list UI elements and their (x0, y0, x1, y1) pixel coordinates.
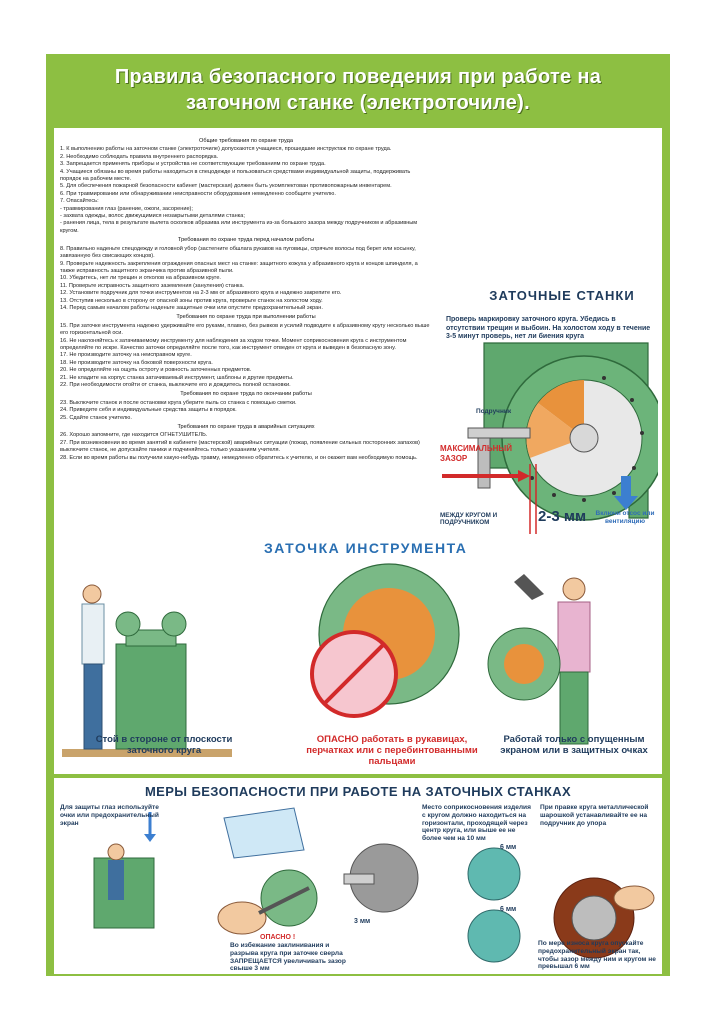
rule-item: 5. Для обеспечения пожарной безопасности кабинет (мастерская) должен быть укомплектован противопожарным инвентарем. (60, 183, 392, 190)
rule-item: 3. Запрещается применять приборы и устройства не соответствующие требованиям по охране труда. (60, 161, 326, 168)
rule-item: 26. Хорошо запомните, где находится ОГНЕТУШИТЕЛЬ. (60, 432, 208, 439)
ventilation-label: Включи отсос или вентиляцию (595, 510, 655, 525)
poster-frame (46, 54, 670, 976)
between-label: МЕЖДУ КРУГОМ И ПОДРУЧНИКОМ (440, 512, 498, 527)
caption-screen-glasses: Работай только с опущенным экраном или в защитных очках (500, 734, 648, 756)
rule-item: 8. Правильно наденьте спецодежду и головной убор (застегните обшлага рукавов на пуговицы, спрячьте волосы под берет или косынку, завязанную без свисающих концов). (60, 245, 416, 260)
gap-value: 2-3 мм (538, 508, 587, 525)
label-6mm-bottom: 6 мм (500, 906, 517, 913)
danger-text: работать в рукавицах, перчатках или с перебинтованными пальцами (306, 734, 478, 767)
danger-label: ОПАСНО ! (260, 934, 296, 941)
poster-title: Правила безопасного поведения при работе на заточном станке (электроточиле). (114, 66, 602, 114)
sharpening-panel (54, 534, 662, 774)
rule-item: 2. Необходимо соблюдать правила внутреннего распорядка. (60, 153, 219, 160)
rule-item: - захвата одежды, волос движущимися незакрытыми деталями станка; (60, 213, 245, 220)
note-screen-gap: По мере износа круга опускайте предохранительный экран так, чтобы зазор между ним и кругом не превышал 6 мм (538, 940, 656, 971)
measures-title: МЕРЫ БЕЗОПАСНОСТИ ПРИ РАБОТЕ НА ЗАТОЧНЫХ СТАНКАХ (144, 784, 572, 799)
rule-item: 28. Если во время работы вы получили какую-нибудь травму, немедленно обратитесь к учителю, и он окажет вам необходимую помощь. (60, 454, 418, 461)
rule-item: 23. Выключите станок и после остановки круга уберите пыль со станка с помощью сметки. (60, 399, 297, 406)
poster-header (46, 54, 670, 126)
tool-rest-label: Подручник (476, 408, 512, 415)
caption-stand-aside: Стой в стороне от плоскости заточного круга (95, 734, 233, 756)
rule-item: 13. Отступив несколько в сторону от опасной зоны против круга, проверьте станок на холостом ходу. (60, 297, 323, 304)
rule-item: 11. Проверьте исправность защитного заземления (зануления) станка. (60, 282, 245, 289)
caption-danger-gloves (292, 734, 492, 767)
label-3mm: 3 мм (354, 918, 371, 925)
rules-section-heading: Общие требования по охране труда (199, 138, 293, 144)
rule-item: 4. Учащиеся обязаны во время работы находиться в спецодежде и пользоваться средствами индивидуальной защиты, поддерживать порядок на рабочем месте. (60, 168, 411, 183)
sharpening-title: ЗАТОЧКА ИНСТРУМЕНТА (264, 540, 468, 556)
rules-section-heading: Требования по охране труда по окончании работы (180, 391, 312, 398)
rules-panel (54, 128, 662, 584)
grinder-diagram (434, 138, 658, 578)
rules-section-heading: Требования по охране труда перед началом работы (177, 237, 315, 244)
rule-item: 12. Установите подручник для точки инструментов на 2-3 мм от абразивного круга и надежно закрепите его. (60, 290, 342, 297)
max-gap-label: МАКСИМАЛЬНЫЙ ЗАЗОР (440, 444, 513, 463)
rule-item: 18. Не производите заточку на боковой поверхности круга. (60, 359, 213, 366)
rule-item: 9. Проверьте надежность закрепления ограждения опасных мест на станке: защитного кожуха у абразивного круга и концов шпинделя, а также исправность защитного экранчика против абразивной пыли. (60, 260, 418, 274)
note-eye-protection: Для защиты глаз используйте очки или предохранительный экран (60, 804, 159, 827)
label-6mm-top: 6 мм (500, 844, 517, 851)
note-wheel-dressing: При правке круга металлической шарошкой устанавливайте ее на подручник до упора (540, 804, 649, 827)
rule-item: 22. При необходимости отойти от станка, выключите его и дождитесь полной остановки. (60, 382, 291, 388)
safety-rules-list (60, 136, 432, 576)
grinder-note: Проверь маркировку заточного круга. Убедись в отсутствии трещин и выбоин. На холостом ходу в течение 3-5 минут проверь, нет ли биения круга (446, 316, 651, 341)
rule-item: 21. Не кладите на корпус станка затачиваемый инструмент, шаблоны и другие предметы. (60, 374, 294, 381)
rule-item: 27. При возникновении во время занятий в кабинете (мастерской) аварийных ситуации (пожар, появление сильных посторонних запахов) выключите станок, не допускайте паники и подчиняйтесь только указаниям учителя. (60, 439, 420, 454)
rule-item: 16. Не наклоняйтесь к затачиваемому инструменту для наблюдения за ходом точки. Момент соприкосновения круга с инструментом определяйте по искре. Качество заточки определяйте после того, как инструмент отведен от круга и выведен в безопасную зону. (60, 337, 407, 351)
rules-section-heading: Требования по охране труда при выполнении работы (176, 314, 316, 321)
measures-panel (54, 778, 662, 974)
rule-item: - травмирования глаз (ранение, ожоги, засорение); (60, 205, 193, 212)
rule-item: 25. Сдайте станок учителю. (60, 414, 132, 421)
rules-section-heading: Требования по охране труда в аварийных ситуациях (177, 424, 315, 431)
rule-item: 15. При заточке инструмента надежно удерживайте его руками, плавно, без рывков и усилий подводите к абразивному кругу несколько выше его горизонтальной оси. (60, 322, 430, 337)
grinder-title: ЗАТОЧНЫЕ СТАНКИ (489, 288, 635, 303)
rule-item: 14. Перед самым началом работы наденьте защитные очки или опустите предохранительный экран. (60, 304, 323, 311)
rule-item: 20. Не определяйте на ощупь остроту и ровность заточенных предметов. (60, 367, 252, 374)
rule-item: 10. Убедитесь, нет ли трещин и отколов на абразивном круге. (60, 275, 221, 282)
note-drill-gap: Во избежание заклинивания и разрыва круга при заточке сверла ЗАПРЕЩАЕТСЯ увеличивать зазор свыше 3 мм (230, 942, 346, 973)
rule-item: 7. Опасайтесь: (60, 198, 99, 205)
rule-item: 24. Приведите себя и индивидуальные средства защиты в порядок. (60, 407, 237, 414)
note-contact-point: Место соприкосновения изделия с кругом должно находиться на горизонтали, проходящей через центр круга, или выше ее не более чем на 10 мм (422, 804, 531, 843)
rule-item: - ранения лица, тела в результате вылета осколков абразива или инструмента из-за большого зазора между подручником и абразивным кругом. (60, 220, 418, 234)
rule-item: 6. При травмировании или обнаруживании неисправности оборудования немедленно сообщите учителю. (60, 190, 336, 197)
rule-item: 1. К выполнению работы на заточном станке (электроточиле) допускаются учащиеся, прошедшие инструктаж по охране труда. (60, 146, 392, 153)
rule-item: 17. Не производите заточку на неисправном круге. (60, 352, 192, 359)
danger-word: ОПАСНО (316, 734, 359, 745)
